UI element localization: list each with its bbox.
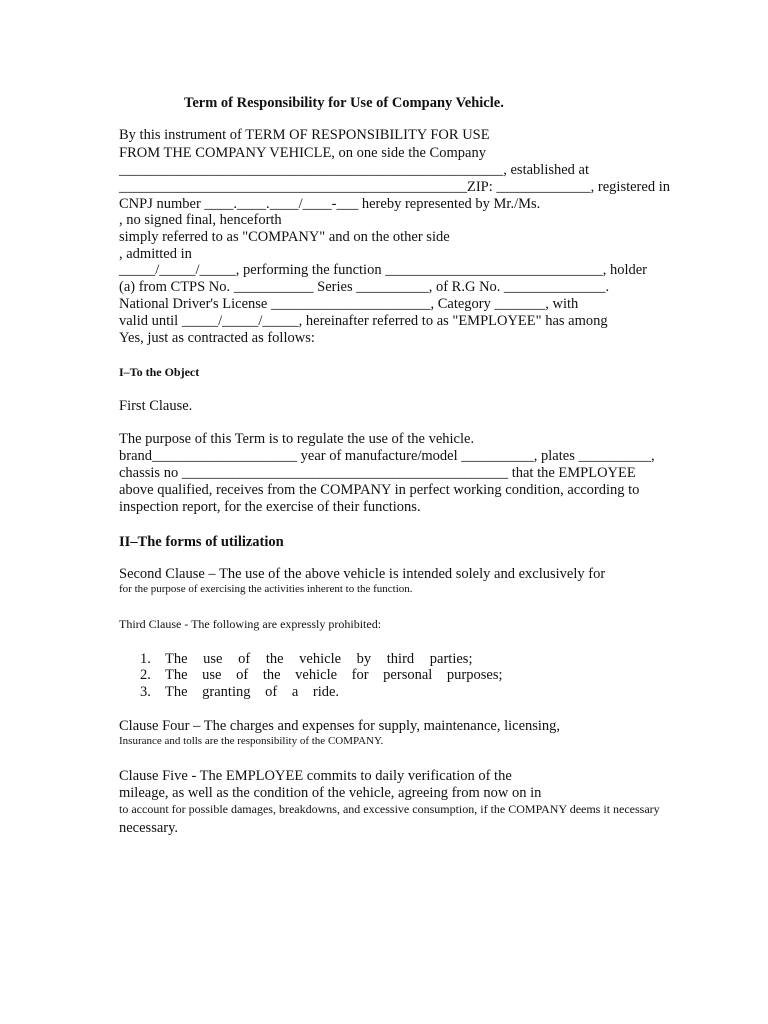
section-heading-object: I–To the Object [119, 365, 200, 379]
document-title: Term of Responsibility for Use of Company Vehicle. [184, 95, 504, 111]
intro-line: simply referred to as "COMPANY" and on the other side [119, 229, 450, 245]
intro-line: Yes, just as contracted as follows: [119, 330, 315, 346]
third-clause: Third Clause - The following are expressly prohibited: [119, 617, 382, 631]
intro-line: ________________________________________________ZIP: _____________, registered in [119, 179, 670, 195]
second-clause-line: Second Clause – The use of the above vehicle is intended solely and exclusively for [119, 566, 606, 582]
clause-five-line: mileage, as well as the condition of the vehicle, agreeing from now on in [119, 785, 542, 801]
intro-line: FROM THE COMPANY VEHICLE, on one side the Company [119, 145, 486, 161]
list-number: 2. [140, 667, 151, 683]
clause-four-line: Clause Four – The charges and expenses for supply, maintenance, licensing, [119, 718, 561, 734]
section-heading-utilization: II–The forms of utilization [119, 534, 284, 550]
intro-line: By this instrument of TERM OF RESPONSIBILITY FOR USE [119, 127, 490, 143]
intro-line: _____________________________________________________, established at [119, 162, 590, 178]
intro-line: (a) from CTPS No. ___________ Series __________, of R.G No. ______________. [119, 279, 610, 295]
intro-line: CNPJ number ____.____.____/____-___ hereby represented by Mr./Ms. [119, 196, 541, 212]
list-item: The use of the vehicle by third parties; [165, 651, 473, 667]
clause-five-line: Clause Five - The EMPLOYEE commits to daily verification of the [119, 768, 512, 784]
clause-five-line: necessary. [119, 820, 179, 836]
first-clause-line: chassis no _____________________________________________ that the EMPLOYEE [119, 465, 636, 481]
intro-line: National Driver's License ______________________, Category _______, with [119, 296, 579, 312]
intro-line: _____/_____/_____, performing the function ______________________________, holder [119, 262, 647, 278]
clause-five-line: to account for possible damages, breakdowns, and excessive consumption, if the COMPANY deems it necessary [119, 802, 660, 816]
list-item: The use of the vehicle for personal purposes; [165, 667, 503, 683]
intro-line: valid until _____/_____/_____, hereinafter referred to as "EMPLOYEE" has among [119, 313, 608, 329]
intro-line: , no signed final, henceforth [119, 212, 282, 228]
list-number: 3. [140, 684, 151, 700]
list-item: The granting of a ride. [165, 684, 340, 700]
first-clause-line: The purpose of this Term is to regulate the use of the vehicle. [119, 431, 475, 447]
first-clause-line: above qualified, receives from the COMPANY in perfect working condition, according to [119, 482, 640, 498]
first-clause-title: First Clause. [119, 398, 193, 414]
intro-line: , admitted in [119, 246, 192, 262]
first-clause-line: inspection report, for the exercise of their functions. [119, 499, 421, 515]
first-clause-line: brand____________________ year of manufacture/model __________, plates __________, [119, 448, 655, 464]
second-clause-line: for the purpose of exercising the activities inherent to the function. [119, 583, 413, 595]
list-number: 1. [140, 651, 151, 667]
clause-four-line: Insurance and tolls are the responsibility of the COMPANY. [119, 735, 384, 747]
